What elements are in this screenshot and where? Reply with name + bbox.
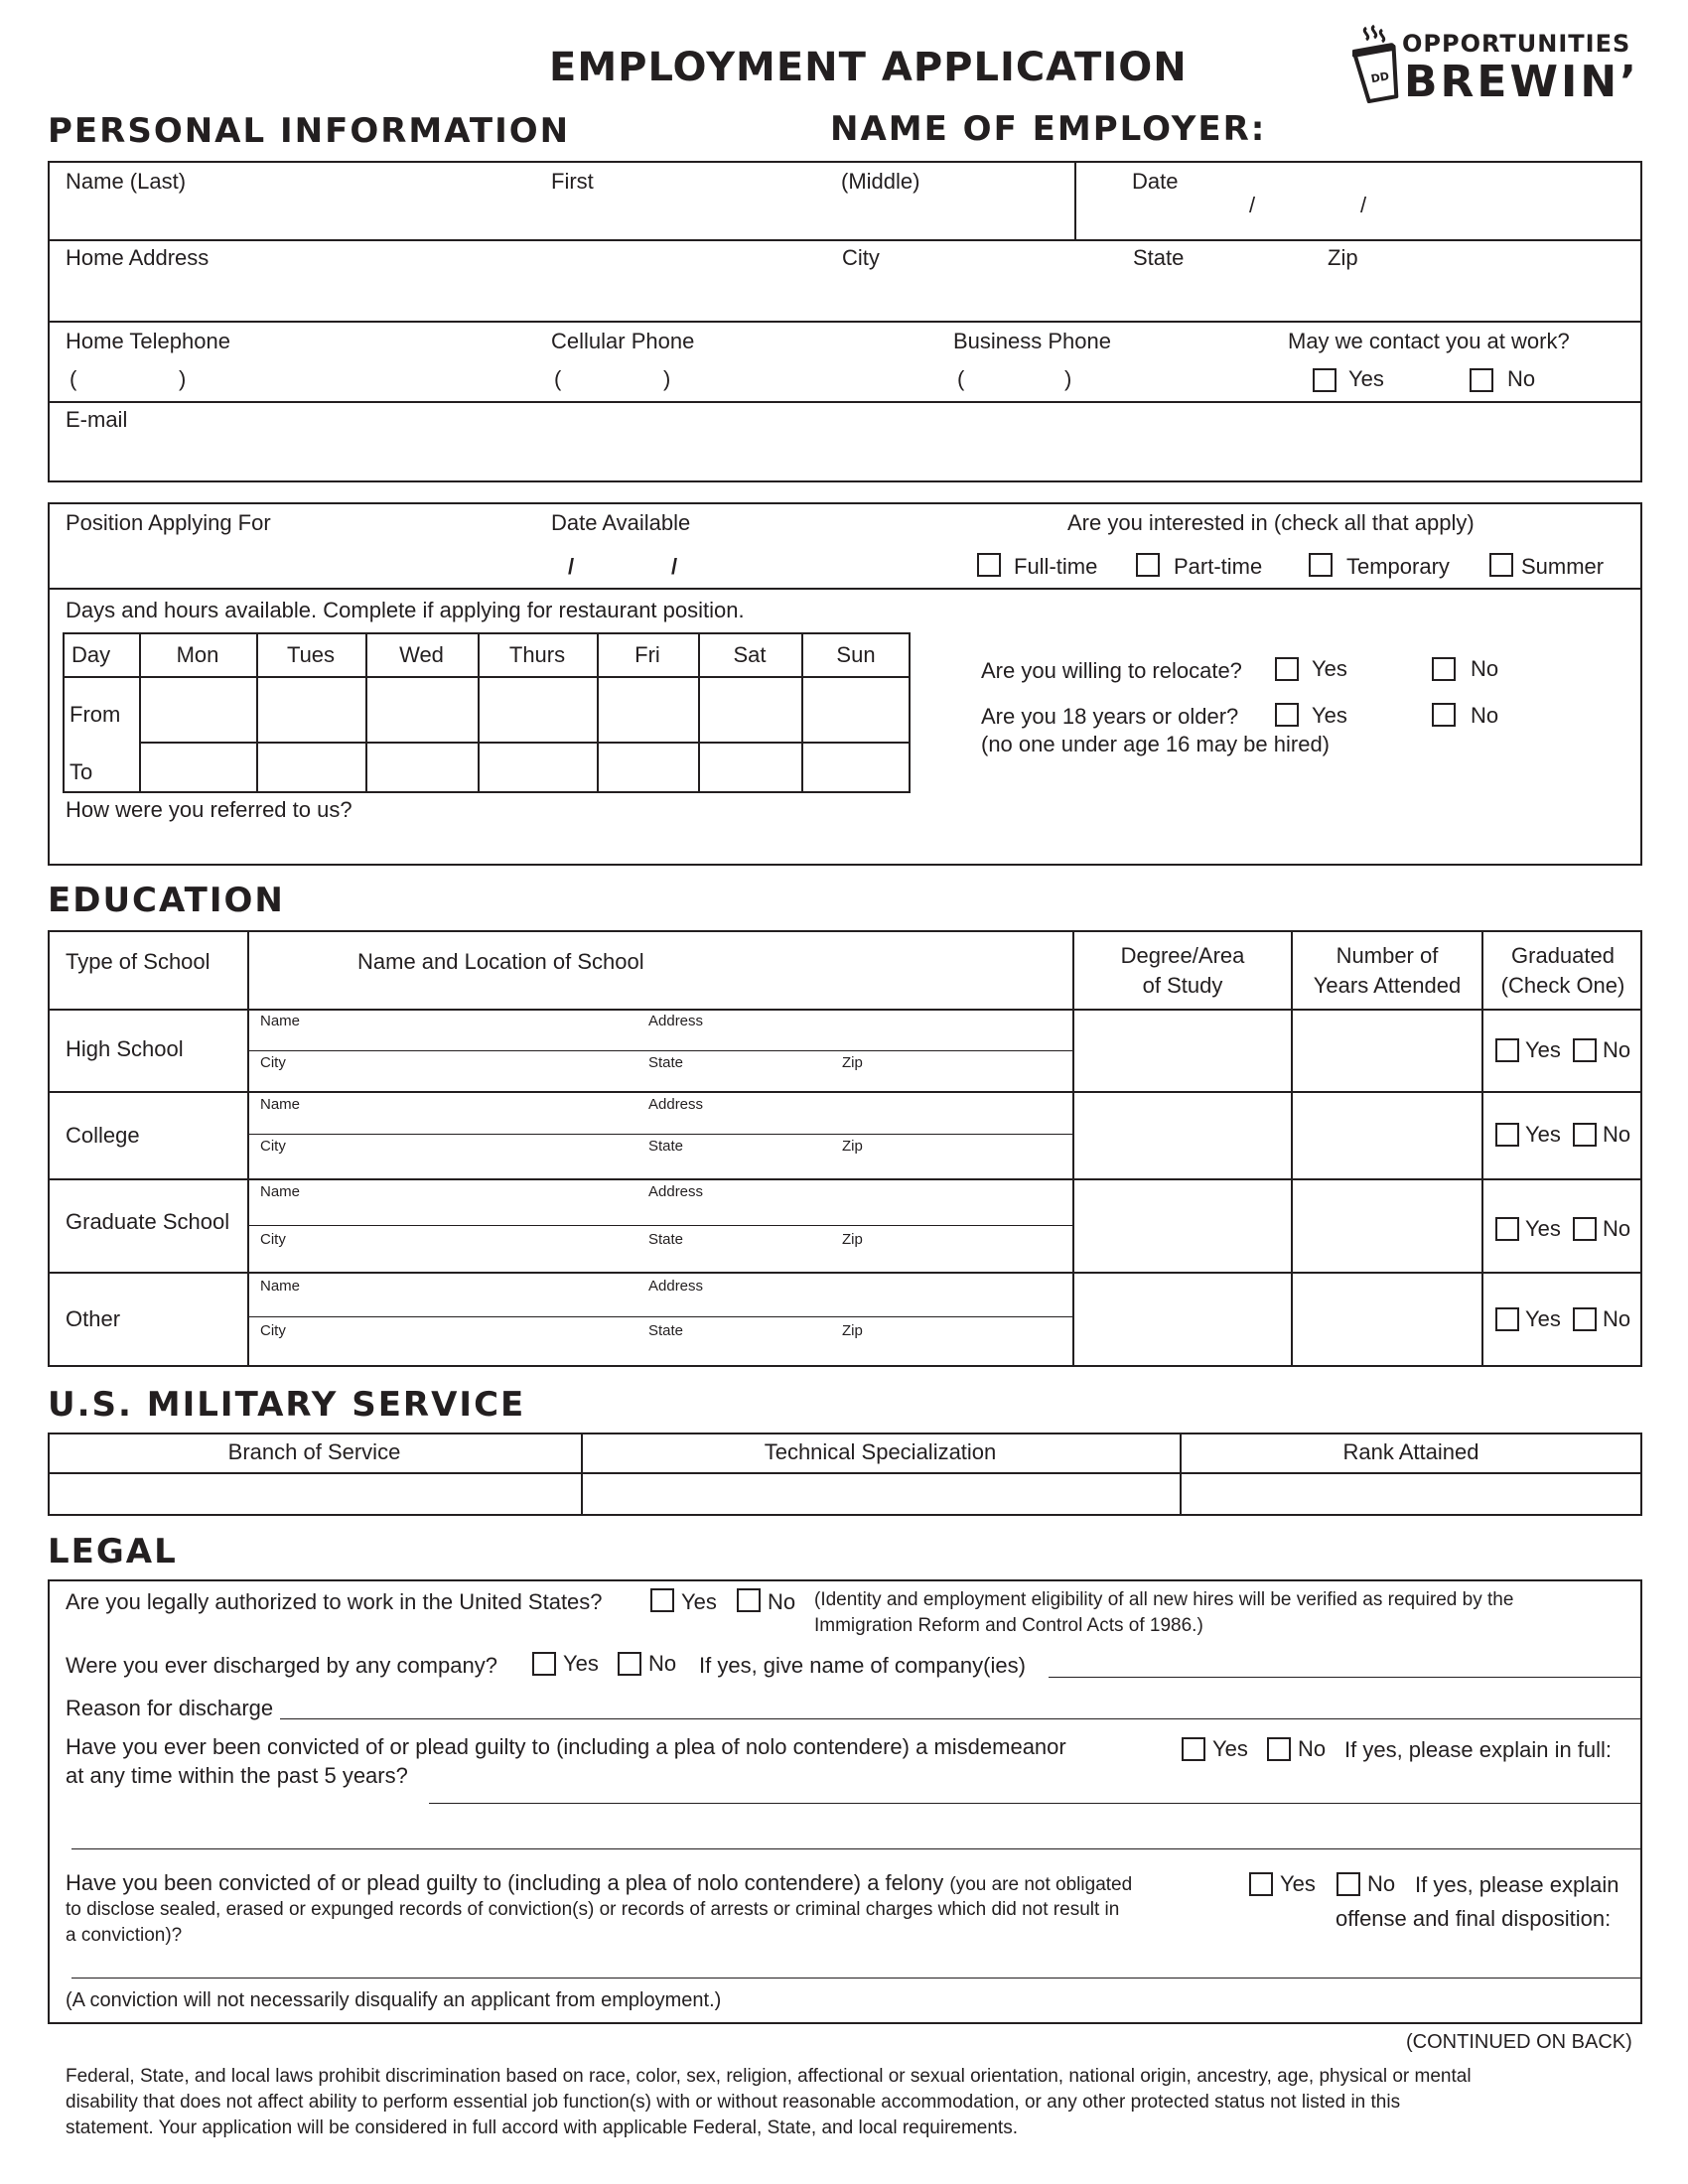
school-zip-label: Zip [842, 1054, 863, 1071]
contact-at-work-label: May we contact you at work? [1288, 329, 1570, 353]
misdemeanor-no-checkbox[interactable] [1267, 1737, 1291, 1761]
education-heading: EDUCATION [48, 881, 285, 920]
contact-yes-label: Yes [1348, 366, 1384, 391]
fri-header: Fri [634, 642, 660, 667]
branch-header: Branch of Service [227, 1439, 401, 1464]
personal-info-heading: PERSONAL INFORMATION [48, 111, 571, 151]
graduated-header: (Check One) [1500, 973, 1625, 998]
identity-note: (Identity and employment eligibility of all new hires will be verified as required by the [814, 1589, 1514, 1610]
part-time-checkbox[interactable] [1136, 553, 1160, 577]
authorized-question: Are you legally authorized to work in the United States? [66, 1589, 603, 1614]
felony-question [66, 1870, 1132, 1898]
area-code-open: ( [70, 366, 77, 391]
school-city-label: City [260, 1322, 286, 1339]
degree-header: of Study [1142, 973, 1223, 998]
degree-header: Degree/Area [1120, 943, 1245, 968]
divider [48, 401, 1642, 403]
reason-line[interactable] [280, 1718, 1640, 1719]
age-yes-checkbox[interactable] [1275, 703, 1299, 727]
graduated-header: Graduated [1511, 943, 1615, 968]
graduated-yes-label: Yes [1525, 1037, 1561, 1062]
wed-header: Wed [399, 642, 444, 667]
middle-name-label: (Middle) [841, 169, 920, 194]
divider [139, 742, 911, 744]
branch-field[interactable] [50, 1475, 579, 1513]
divider [247, 1134, 1072, 1135]
employer-heading: NAME OF EMPLOYER: [830, 109, 1267, 149]
divider [48, 321, 1642, 323]
page-title: EMPLOYMENT APPLICATION [549, 45, 1188, 90]
home-telephone-label: Home Telephone [66, 329, 230, 353]
graduated-no-checkbox[interactable] [1573, 1038, 1597, 1062]
school-city-label: City [260, 1054, 286, 1071]
graduated-yes-label: Yes [1525, 1306, 1561, 1331]
school-state-label: State [648, 1231, 684, 1248]
conviction-note: (A conviction will not necessarily disqualify an applicant from employment.) [66, 1989, 722, 2011]
eeo-statement: disability that does not affect ability to perform essential job function(s) with or without reasonable accommodation, or any other protected status not listed in this [66, 2092, 1401, 2113]
contact-yes-checkbox[interactable] [1313, 368, 1336, 392]
graduated-no-checkbox[interactable] [1573, 1217, 1597, 1241]
date-slash: / [1360, 193, 1367, 217]
summer-label: Summer [1521, 554, 1605, 579]
divider [247, 930, 249, 1367]
home-telephone-field[interactable] [83, 363, 173, 395]
school-address-label: Address [648, 1278, 704, 1295]
mon-header: Mon [176, 642, 219, 667]
discharged-no-label: No [648, 1651, 677, 1676]
age-yes-label: Yes [1312, 703, 1347, 728]
sat-header: Sat [733, 642, 767, 667]
divider [48, 1272, 1642, 1274]
school-name-label: Name [260, 1013, 301, 1029]
felony-no-label: No [1367, 1871, 1396, 1896]
relocate-no-checkbox[interactable] [1432, 657, 1456, 681]
authorized-yes-checkbox[interactable] [650, 1588, 674, 1612]
divider [247, 1316, 1072, 1317]
home-address-field[interactable] [50, 274, 1638, 318]
relocate-question: Are you willing to relocate? [981, 658, 1242, 683]
from-label: From [70, 702, 121, 727]
felony-question-small: (you are not obligated [949, 1874, 1133, 1895]
identity-note: Immigration Reform and Control Acts of 1986.) [814, 1615, 1203, 1636]
area-code-open: ( [957, 366, 965, 391]
graduated-no-checkbox[interactable] [1573, 1307, 1597, 1331]
discharged-no-checkbox[interactable] [618, 1652, 641, 1676]
school-name-label: Name [260, 1183, 301, 1200]
school-state-label: State [648, 1138, 684, 1155]
discharged-question: Were you ever discharged by any company? [66, 1653, 497, 1678]
email-field[interactable] [50, 437, 1638, 478]
years-header: Number of [1336, 943, 1439, 968]
school-address-label: Address [648, 1183, 704, 1200]
misdemeanor-yes-checkbox[interactable] [1182, 1737, 1205, 1761]
to-label: To [70, 759, 93, 784]
school-city-label: City [260, 1138, 286, 1155]
school-name-label: Name [260, 1096, 301, 1113]
felony-no-checkbox[interactable] [1336, 1872, 1360, 1896]
date-field[interactable] [1078, 195, 1640, 238]
graduated-no-label: No [1603, 1216, 1631, 1241]
position-field[interactable] [50, 538, 536, 584]
date-available-slash: / [568, 554, 575, 579]
name-location-header: Name and Location of School [357, 949, 644, 974]
military-heading: U.S. MILITARY SERVICE [48, 1385, 526, 1425]
divider [48, 239, 1642, 241]
graduated-yes-checkbox[interactable] [1495, 1217, 1519, 1241]
discharged-followup: If yes, give name of company(ies) [699, 1653, 1026, 1678]
summer-checkbox[interactable] [1489, 553, 1513, 577]
state-label: State [1133, 245, 1185, 270]
divider [247, 1050, 1072, 1051]
brand-logo [1352, 22, 1640, 111]
logo-cup-text: DD [1369, 69, 1391, 86]
age-note: (no one under age 16 may be hired) [981, 732, 1331, 756]
home-address-label: Home Address [66, 245, 210, 270]
school-address-label: Address [648, 1013, 704, 1029]
felony-followup: offense and final disposition: [1336, 1906, 1612, 1931]
first-name-label: First [551, 169, 594, 194]
part-time-label: Part-time [1174, 554, 1263, 579]
years-header: Years Attended [1313, 973, 1462, 998]
misdemeanor-line[interactable] [429, 1803, 1640, 1804]
misdemeanor-question: at any time within the past 5 years? [66, 1763, 408, 1788]
misdemeanor-question: Have you ever been convicted of or plead guilty to (including a plea of nolo contendere) a misdemeanor [66, 1734, 1066, 1759]
continued-on-back: (CONTINUED ON BACK) [1406, 2031, 1632, 2053]
school-zip-label: Zip [842, 1231, 863, 1248]
area-code-open: ( [554, 366, 562, 391]
eeo-statement: statement. Your application will be considered in full accord with applicable Federal, State, and local requirements. [66, 2117, 1018, 2138]
divider [48, 1472, 1642, 1474]
rank-header: Rank Attained [1342, 1439, 1479, 1464]
divider [1074, 161, 1076, 240]
full-time-checkbox[interactable] [977, 553, 1001, 577]
business-phone-label: Business Phone [953, 329, 1111, 353]
discharged-yes-checkbox[interactable] [532, 1652, 556, 1676]
reason-discharge-label: Reason for discharge [66, 1696, 274, 1720]
felony-question-detail: to disclose sealed, erased or expunged records of conviction(s) or records of arrests or criminal charges which did not result in [66, 1899, 1120, 1920]
school-type-college: College [66, 1123, 140, 1148]
area-code-close: ) [179, 366, 187, 391]
authorized-no-checkbox[interactable] [737, 1588, 761, 1612]
zip-label: Zip [1328, 245, 1358, 270]
city-label: City [842, 245, 880, 270]
school-name-label: Name [260, 1278, 301, 1295]
graduated-no-label: No [1603, 1306, 1631, 1331]
name-last-label: Name (Last) [66, 169, 187, 194]
graduated-no-label: No [1603, 1037, 1631, 1062]
felony-yes-label: Yes [1280, 1871, 1316, 1896]
relocate-no-label: No [1471, 656, 1499, 681]
email-label: E-mail [66, 407, 128, 432]
misdemeanor-followup: If yes, please explain in full: [1344, 1737, 1613, 1762]
discharged-yes-label: Yes [563, 1651, 599, 1676]
misdemeanor-yes-label: Yes [1212, 1736, 1248, 1761]
school-zip-label: Zip [842, 1322, 863, 1339]
date-slash: / [1249, 193, 1256, 217]
date-label: Date [1132, 169, 1179, 194]
school-address-label: Address [648, 1096, 704, 1113]
authorized-no-label: No [768, 1589, 796, 1614]
graduated-no-label: No [1603, 1122, 1631, 1147]
sun-header: Sun [836, 642, 876, 667]
felony-question-main: Have you been convicted of or plead guilty to (including a plea of nolo contendere) a felony [66, 1870, 944, 1895]
rank-field[interactable] [1183, 1475, 1639, 1513]
date-available-field[interactable] [548, 538, 747, 584]
tues-header: Tues [286, 642, 336, 667]
divider [48, 588, 1642, 590]
felony-question-detail: a conviction)? [66, 1925, 183, 1946]
relocate-yes-checkbox[interactable] [1275, 657, 1299, 681]
temporary-label: Temporary [1346, 554, 1450, 579]
logo-line-1: OPPORTUNITIES [1402, 30, 1631, 58]
referred-field[interactable] [50, 826, 1638, 862]
graduated-yes-label: Yes [1525, 1216, 1561, 1241]
days-hours-label: Days and hours available. Complete if applying for restaurant position. [66, 598, 745, 622]
position-applying-label: Position Applying For [66, 510, 271, 535]
divider [48, 1009, 1642, 1011]
date-available-label: Date Available [551, 510, 691, 535]
date-available-slash: / [671, 554, 678, 579]
coffee-cup-icon [1352, 24, 1404, 105]
thurs-header: Thurs [508, 642, 566, 667]
misdemeanor-line[interactable] [71, 1848, 1640, 1849]
age-no-label: No [1471, 703, 1499, 728]
graduated-yes-label: Yes [1525, 1122, 1561, 1147]
full-time-label: Full-time [1014, 554, 1098, 579]
graduated-no-checkbox[interactable] [1573, 1123, 1597, 1147]
day-header: Day [71, 642, 111, 667]
relocate-yes-label: Yes [1312, 656, 1347, 681]
temporary-checkbox[interactable] [1309, 553, 1333, 577]
misdemeanor-no-label: No [1298, 1736, 1327, 1761]
contact-no-label: No [1507, 366, 1536, 391]
name-field[interactable] [50, 195, 1072, 238]
divider [247, 1225, 1072, 1226]
legal-box [48, 1579, 1642, 2024]
area-code-close: ) [1064, 366, 1072, 391]
age-no-checkbox[interactable] [1432, 703, 1456, 727]
age-question: Are you 18 years or older? [981, 704, 1239, 729]
divider [48, 1178, 1642, 1180]
school-zip-label: Zip [842, 1138, 863, 1155]
company-name-line[interactable] [1049, 1677, 1640, 1678]
type-of-school-header: Type of School [66, 949, 211, 974]
felony-yes-checkbox[interactable] [1249, 1872, 1273, 1896]
school-type-graduate: Graduate School [66, 1209, 230, 1234]
referred-label: How were you referred to us? [66, 797, 352, 822]
graduated-yes-checkbox[interactable] [1495, 1038, 1519, 1062]
contact-no-checkbox[interactable] [1470, 368, 1493, 392]
interested-label: Are you interested in (check all that apply) [1067, 510, 1475, 535]
cellular-phone-label: Cellular Phone [551, 329, 695, 353]
legal-heading: LEGAL [48, 1532, 178, 1571]
technical-field[interactable] [584, 1475, 1178, 1513]
eeo-statement: Federal, State, and local laws prohibit discrimination based on race, color, sex, religion, affectional or sexual orientation, national origin, ancestry, age, physical or mental [66, 2066, 1472, 2087]
logo-line-2: BREWIN’ [1404, 57, 1639, 107]
divider [63, 676, 911, 678]
divider [48, 1091, 1642, 1093]
felony-line[interactable] [71, 1978, 1640, 1979]
graduated-yes-checkbox[interactable] [1495, 1307, 1519, 1331]
school-type-high-school: High School [66, 1036, 184, 1061]
authorized-yes-label: Yes [681, 1589, 717, 1614]
school-type-other: Other [66, 1306, 121, 1331]
felony-followup: If yes, please explain [1415, 1872, 1619, 1897]
cellular-phone-field[interactable] [568, 363, 657, 395]
school-state-label: State [648, 1322, 684, 1339]
school-city-label: City [260, 1231, 286, 1248]
technical-header: Technical Specialization [764, 1439, 997, 1464]
graduated-yes-checkbox[interactable] [1495, 1123, 1519, 1147]
school-state-label: State [648, 1054, 684, 1071]
area-code-close: ) [663, 366, 671, 391]
business-phone-field[interactable] [971, 363, 1060, 395]
